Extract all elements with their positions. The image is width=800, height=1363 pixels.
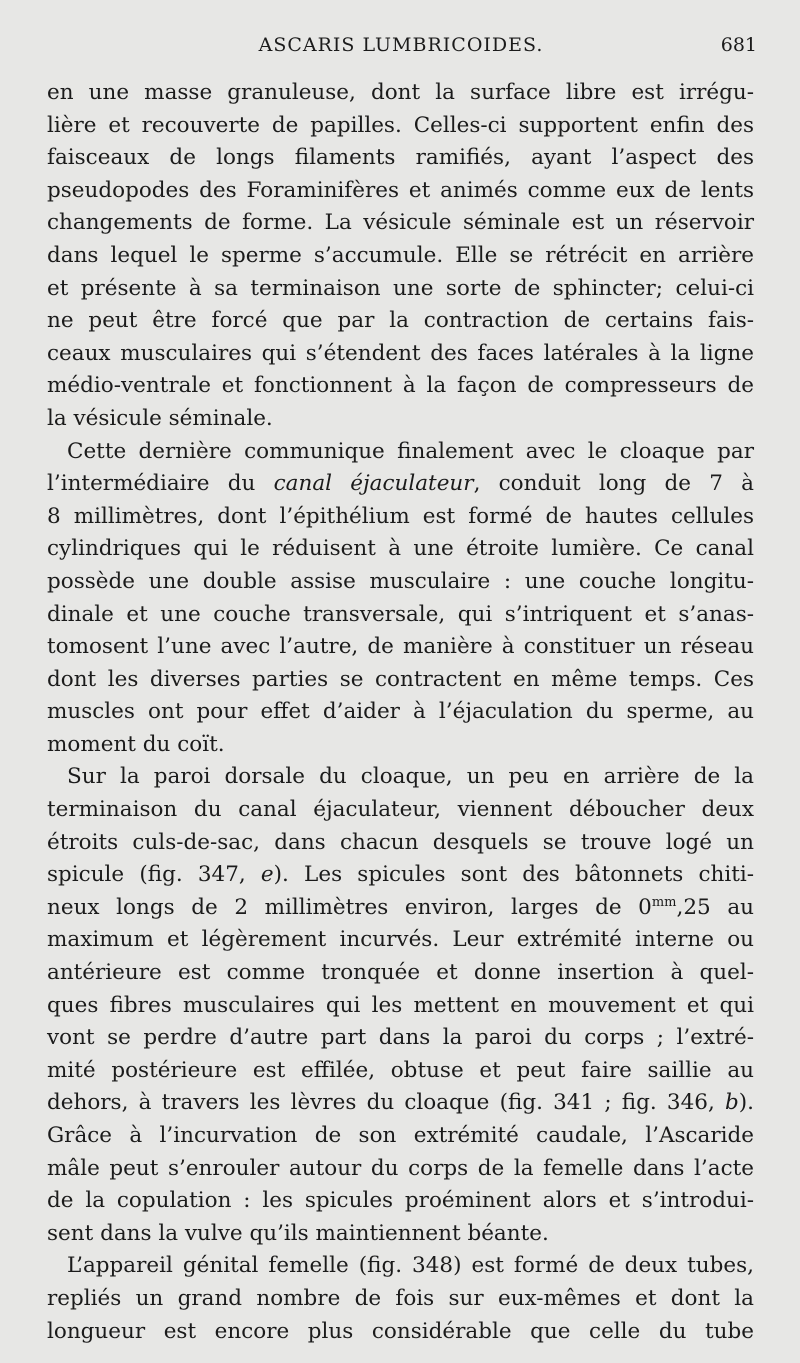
text-line: cylindriques qui le réduisent à une étroite lumière. Ce canal (47, 536, 754, 562)
text-line: ne peut être forcé que par la contraction de certains fais- (47, 308, 754, 334)
italic-letter: b (725, 1090, 739, 1116)
text-segment: , conduit long de 7 à (473, 471, 754, 497)
text-line: L’appareil génital femelle (fig. 348) est formé de deux tubes, (67, 1253, 754, 1279)
text-line: ques fibres musculaires qui les mettent en mouvement et qui (47, 992, 754, 1018)
text-line: terminaison du canal éjaculateur, viennent déboucher deux (47, 797, 754, 823)
text-line: possède une double assise musculaire : une couche longitu- (47, 568, 754, 594)
text-line: repliés un grand nombre de fois sur eux-mêmes et dont la (47, 1285, 754, 1311)
text-line: antérieure est comme tronquée et donne insertion à quel- (47, 960, 754, 986)
text-line (47, 859, 754, 892)
text-segment: l’intermédiaire du (47, 471, 274, 497)
text-line: mité postérieure est effilée, obtuse et peut faire saillie au (47, 1057, 754, 1083)
text-line: dans lequel le sperme s’accumule. Elle se rétrécit en arrière (47, 242, 754, 268)
text-line: vont se perdre d’autre part dans la paroi du corps ; l’extré- (47, 1025, 754, 1051)
text-line: 8 millimètres, dont l’épithélium est formé de hautes cellules (47, 503, 754, 529)
italic-letter: e (260, 862, 274, 888)
paragraph-4 (47, 1250, 754, 1348)
text-line: changements de forme. La vésicule séminale est un réservoir (47, 210, 754, 236)
text-line: et présente à sa terminaison une sorte de sphincter; celui-ci (47, 275, 754, 301)
text-line: muscles ont pour effet d’aider à l’éjaculation du sperme, au (47, 699, 754, 725)
text-line: moment du coït. (47, 731, 225, 757)
superscript-unit: mm (651, 894, 677, 910)
text-line: dinale et une couche transversale, qui s’intriquent et s’anas- (47, 601, 754, 627)
body-text (47, 77, 754, 1348)
text-line: Grâce à l’incurvation de son extrémité caudale, l’Ascaride (47, 1123, 754, 1148)
text-line: tomosent l’une avec l’autre, de manière à constituer un réseau (47, 634, 754, 660)
text-segment: ,25 au (676, 894, 754, 920)
text-segment: dehors, à travers les lèvres du cloaque (fig. 341 ; fig. 346, (47, 1090, 725, 1116)
text-segment: neux longs de 2 millimètres environ, larges de 0 (47, 894, 652, 920)
text-segment: ). Les spicules sont des bâtonnets chiti- (273, 862, 754, 888)
text-line: médio-ventrale et fonctionnent à la façon de compresseurs de (47, 373, 754, 399)
text-line: Sur la paroi dorsale du cloaque, un peu en arrière de la (67, 764, 754, 790)
page-header (45, 34, 757, 64)
text-line: sent dans la vulve qu’ils maintiennent béante. (47, 1220, 549, 1246)
running-title: ASCARIS LUMBRICOIDES. (258, 34, 544, 56)
text-line: lière et recouverte de papilles. Celles-ci supportent enfin des (47, 112, 754, 138)
text-line: de la copulation : les spicules proéminent alors et s’introdui- (47, 1188, 754, 1214)
text-line: la vésicule séminale. (47, 405, 273, 431)
text-line: faisceaux de longs filaments ramifiés, ayant l’aspect des (47, 145, 754, 171)
paragraph-1 (47, 77, 754, 436)
text-line: ceaux musculaires qui s’étendent des faces latérales à la ligne (47, 340, 754, 366)
paragraph-3 (47, 761, 754, 1250)
text-segment: ). (738, 1090, 754, 1116)
text-line (47, 1087, 754, 1120)
page-number: 681 (720, 34, 757, 56)
text-line: en une masse granuleuse, dont la surface libre est irrégu- (47, 80, 754, 105)
text-line: longueur est encore plus considérable que celle du tube (47, 1318, 754, 1344)
paragraph-2 (47, 436, 754, 762)
text-line: maximum et légèrement incurvés. Leur extrémité interne ou (47, 927, 754, 953)
text-line (47, 892, 754, 925)
text-line: étroits culs-de-sac, dans chacun desquels se trouve logé un (47, 829, 754, 855)
italic-term: canal éjaculateur (273, 471, 474, 497)
text-line (47, 468, 754, 501)
text-line: Cette dernière communique finalement avec le cloaque par (67, 438, 754, 464)
text-line: pseudopodes des Foraminifères et animés comme eux de lents (47, 177, 754, 203)
text-segment: spicule (fig. 347, (47, 862, 261, 888)
text-line: dont les diverses parties se contractent en même temps. Ces (47, 666, 754, 692)
text-line: mâle peut s’enrouler autour du corps de la femelle dans l’acte (47, 1155, 754, 1181)
